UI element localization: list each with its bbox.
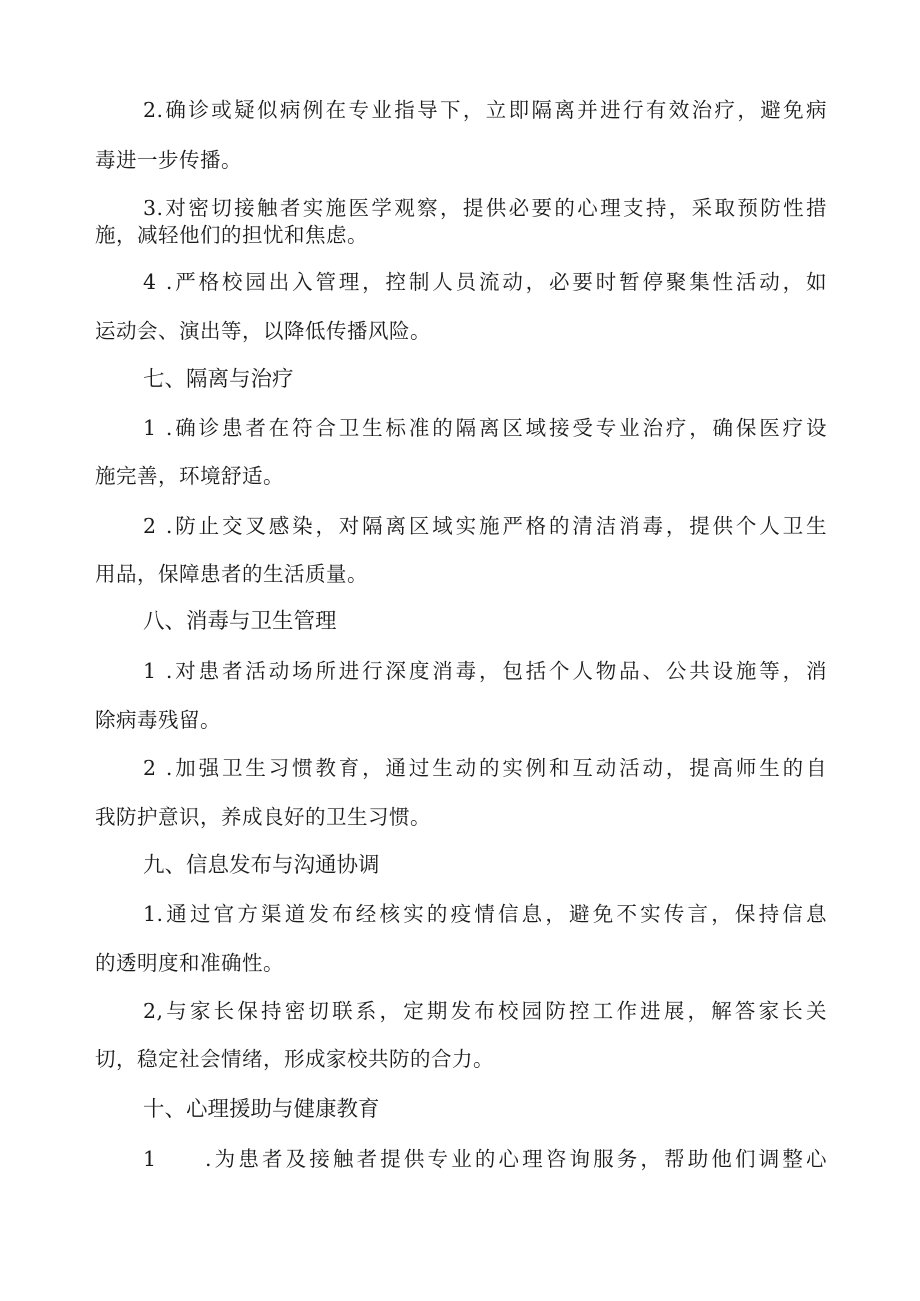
paragraph-line: 1.通过官方渠道发布经核实的疫情信息，避免不实传言，保持信息 (143, 902, 827, 926)
paragraph-text: .为患者及接触者提供专业的心理咨询服务，帮助他们调整心 (205, 1147, 827, 1171)
paragraph-line: 施，减轻他们的担忧和焦虑。 (95, 223, 368, 247)
paragraph-line: 用品，保障患者的生活质量。 (95, 562, 368, 586)
paragraph-line: 运动会、演出等，以降低传播风险。 (95, 319, 431, 343)
section-heading-7: 七、隔离与治疗 (143, 367, 294, 392)
paragraph-line: 的透明度和准确性。 (95, 951, 284, 975)
paragraph-line: 除病毒残留。 (95, 708, 221, 732)
paragraph-line: 1 .确诊患者在符合卫生标准的隔离区域接受专业治疗，确保医疗设 (143, 416, 827, 440)
paragraph-line: 我防护意识，养成良好的卫生习惯。 (95, 805, 431, 829)
paragraph-line (143, 1146, 827, 1172)
paragraph-line: 4 .严格校园出入管理，控制人员流动，必要时暂停聚集性活动，如 (143, 270, 827, 294)
paragraph-line: 切，稳定社会情绪，形成家校共防的合力。 (95, 1047, 494, 1071)
paragraph-line: 毒进一步传播。 (95, 148, 242, 172)
section-heading-10: 十、心理援助与健康教育 (143, 1097, 380, 1122)
paragraph-line: 2 .加强卫生习惯教育，通过生动的实例和互动活动，提高师生的自 (143, 756, 827, 780)
paragraph-line: 1 .对患者活动场所进行深度消毒，包括个人物品、公共设施等，消 (143, 659, 827, 683)
paragraph-line: 2.确诊或疑似病例在专业指导下，立即隔离并进行有效治疗，避免病 (143, 98, 827, 122)
paragraph-line: 2,与家长保持密切联系，定期发布校园防控工作进展，解答家长关 (143, 999, 827, 1023)
section-heading-8: 八、消毒与卫生管理 (143, 609, 337, 634)
list-number: 1 (143, 1147, 157, 1171)
paragraph-line: 施完善，环境舒适。 (95, 464, 284, 488)
paragraph-line: 3.对密切接触者实施医学观察，提供必要的心理支持，采取预防性措 (143, 196, 827, 220)
paragraph-line: 2 .防止交叉感染，对隔离区域实施严格的清洁消毒，提供个人卫生 (143, 514, 827, 538)
section-heading-9: 九、信息发布与沟通协调 (143, 853, 380, 878)
